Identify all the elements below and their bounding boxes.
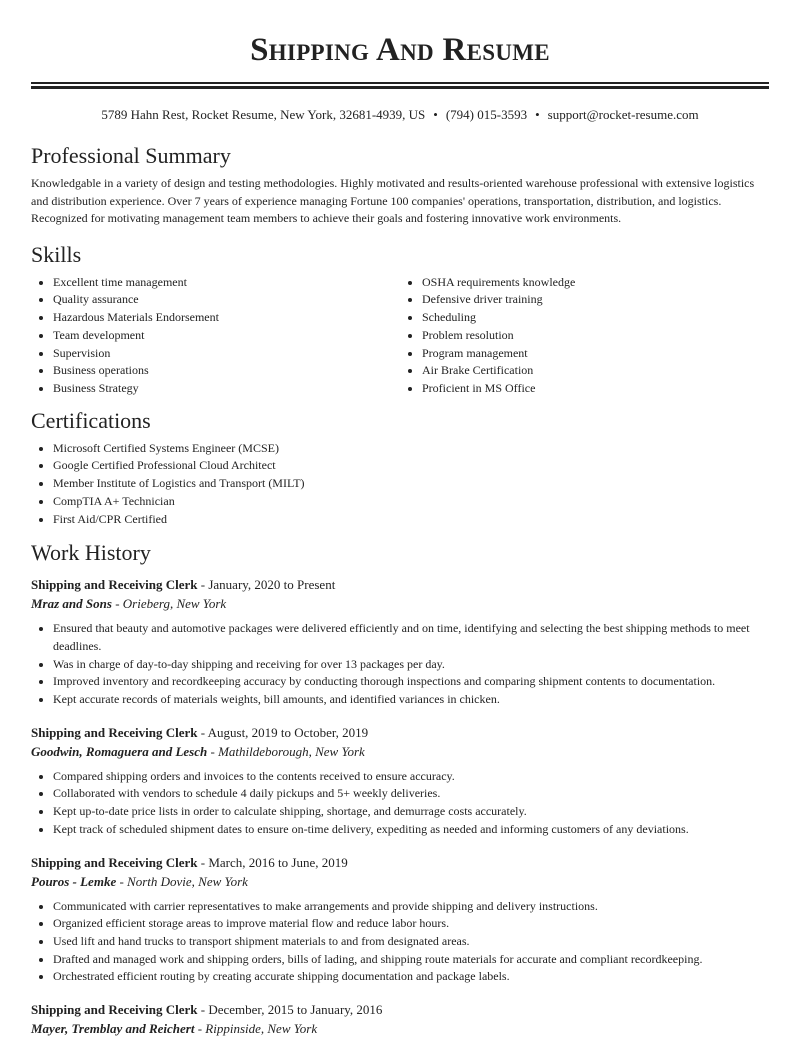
list-item: • Kept up-to-date price lists in order to calculate shipping, shortage, and demurrage costs accurately. xyxy=(53,803,769,821)
list-item: • Problem resolution xyxy=(422,327,769,345)
company-name: Pouros - Lemke xyxy=(31,873,117,889)
list-item: • Air Brake Certification xyxy=(422,362,769,380)
certifications-list xyxy=(31,440,769,529)
section-heading: Professional Summary xyxy=(31,143,231,168)
section-heading: Work History xyxy=(31,540,151,566)
list-item: • Microsoft Certified Systems Engineer (MCSE) xyxy=(53,440,769,458)
list-item: • Drafted and managed work and shipping orders, bills of lading, and shipping route materials for accurate and compliant recordkeeping. xyxy=(53,951,769,969)
job-entry xyxy=(31,723,769,839)
divider xyxy=(31,82,769,84)
section-heading: Certifications xyxy=(31,407,151,433)
company-line xyxy=(31,872,769,891)
list-item: • First Aid/CPR Certified xyxy=(53,511,769,529)
list-item: • Communicated with carrier representatives to make arrangements and provide shipping and delivery instructions. xyxy=(53,898,769,916)
list-item: • Compared shipping orders and invoices to the contents received to ensure accuracy. xyxy=(53,768,769,786)
list-item: • Was in charge of day-to-day shipping and receiving for over 13 packages per day. xyxy=(53,656,769,674)
separator: • xyxy=(535,107,540,122)
job-title: Shipping and Receiving Clerk xyxy=(31,724,198,740)
certifications-section xyxy=(31,408,769,529)
job-title: Shipping and Receiving Clerk xyxy=(31,854,198,870)
list-item: • Kept track of scheduled shipment dates to ensure on-time delivery, expediting as needed and informing customers of any deviations. xyxy=(53,821,769,839)
divider xyxy=(31,86,769,89)
job-bullets xyxy=(31,898,769,987)
company-line xyxy=(31,594,769,613)
list-item: • Program management xyxy=(422,345,769,363)
company-line xyxy=(31,1019,769,1038)
job-entry xyxy=(31,853,769,987)
list-item: • Improved inventory and recordkeeping accuracy by conducting thorough inspections and comparing shipment contents to documentation. xyxy=(53,673,769,691)
list-item: • Quality assurance xyxy=(53,291,400,309)
job-dates: - January, 2020 to Present xyxy=(197,577,336,593)
work-history-section xyxy=(31,540,769,1038)
list-item: • Organized efficient storage areas to improve material flow and reduce labor hours. xyxy=(53,915,769,933)
company-location: - Rippinside, New York xyxy=(194,1021,318,1037)
list-item: • Used lift and hand trucks to transport shipment materials to and from designated areas. xyxy=(53,933,769,951)
skills-section xyxy=(31,242,769,398)
skills-list-left xyxy=(31,274,400,398)
job-entry xyxy=(31,1000,769,1038)
job-title-line xyxy=(31,575,769,594)
list-item: • Google Certified Professional Cloud Architect xyxy=(53,457,769,475)
job-bullets xyxy=(31,768,769,839)
list-item: • Member Institute of Logistics and Transport (MILT) xyxy=(53,475,769,493)
company-location: - Orieberg, New York xyxy=(111,596,227,612)
list-item: • Team development xyxy=(53,327,400,345)
job-title-line xyxy=(31,1000,769,1019)
job-dates: - August, 2019 to October, 2019 xyxy=(197,724,369,740)
company-location: - Mathildeborough, New York xyxy=(207,743,365,759)
job-dates: - March, 2016 to June, 2019 xyxy=(197,854,348,870)
company-name: Goodwin, Romaguera and Lesch xyxy=(31,743,208,759)
company-line xyxy=(31,742,769,761)
job-title-line xyxy=(31,853,769,872)
list-item: • Business Strategy xyxy=(53,380,400,398)
list-item: • Ensured that beauty and automotive packages were delivered efficiently and on time, identifying and selecting the best shipping methods to meet deadlines. xyxy=(53,620,769,655)
phone: (794) 015-3593 xyxy=(445,107,528,122)
list-item: • Scheduling xyxy=(422,309,769,327)
contact-info xyxy=(31,107,769,123)
summary-section xyxy=(31,143,769,228)
company-name: Mraz and Sons xyxy=(31,596,112,612)
job-title: Shipping and Receiving Clerk xyxy=(31,577,198,593)
skills-list-right xyxy=(400,274,769,398)
list-item: • CompTIA A+ Technician xyxy=(53,493,769,511)
company-location: - North Dovie, New York xyxy=(116,873,248,889)
list-item: • Supervision xyxy=(53,345,400,363)
job-title: Shipping and Receiving Clerk xyxy=(31,1002,198,1018)
list-item: • Orchestrated efficient routing by creating accurate shipping documentation and package labels. xyxy=(53,968,769,986)
job-title-line xyxy=(31,723,769,742)
email: support@rocket-resume.com xyxy=(547,107,699,122)
resume-title: Shipping And Resume xyxy=(250,32,550,68)
list-item: • Excellent time management xyxy=(53,274,400,292)
list-item: • Collaborated with vendors to schedule 4 daily pickups and 5+ weekly deliveries. xyxy=(53,785,769,803)
list-item: • Business operations xyxy=(53,362,400,380)
list-item: • Proficient in MS Office xyxy=(422,380,769,398)
list-item: • Defensive driver training xyxy=(422,291,769,309)
company-name: Mayer, Tremblay and Reichert xyxy=(31,1021,195,1037)
job-bullets xyxy=(31,620,769,709)
list-item: • OSHA requirements knowledge xyxy=(422,274,769,292)
job-dates: - December, 2015 to January, 2016 xyxy=(197,1002,383,1018)
job-entry xyxy=(31,575,769,709)
separator: • xyxy=(433,107,438,122)
section-heading: Skills xyxy=(31,241,82,267)
list-item: • Hazardous Materials Endorsement xyxy=(53,309,400,327)
list-item: • Kept accurate records of materials weights, bill amounts, and identified variances in chicken. xyxy=(53,691,769,709)
summary-text: Knowledgable in a variety of design and testing methodologies. Highly motivated and results-oriented warehouse professional with extensive logistics and distribution experience. Over 7 years of experience managing Fortune 100 companies' operations, transportation, distribution, and logistics. Recognized for motivating management team members to achieve their goals and fostering innovative work environments. xyxy=(31,176,755,226)
address: 5789 Hahn Rest, Rocket Resume, New York, 32681-4939, US xyxy=(101,107,426,122)
